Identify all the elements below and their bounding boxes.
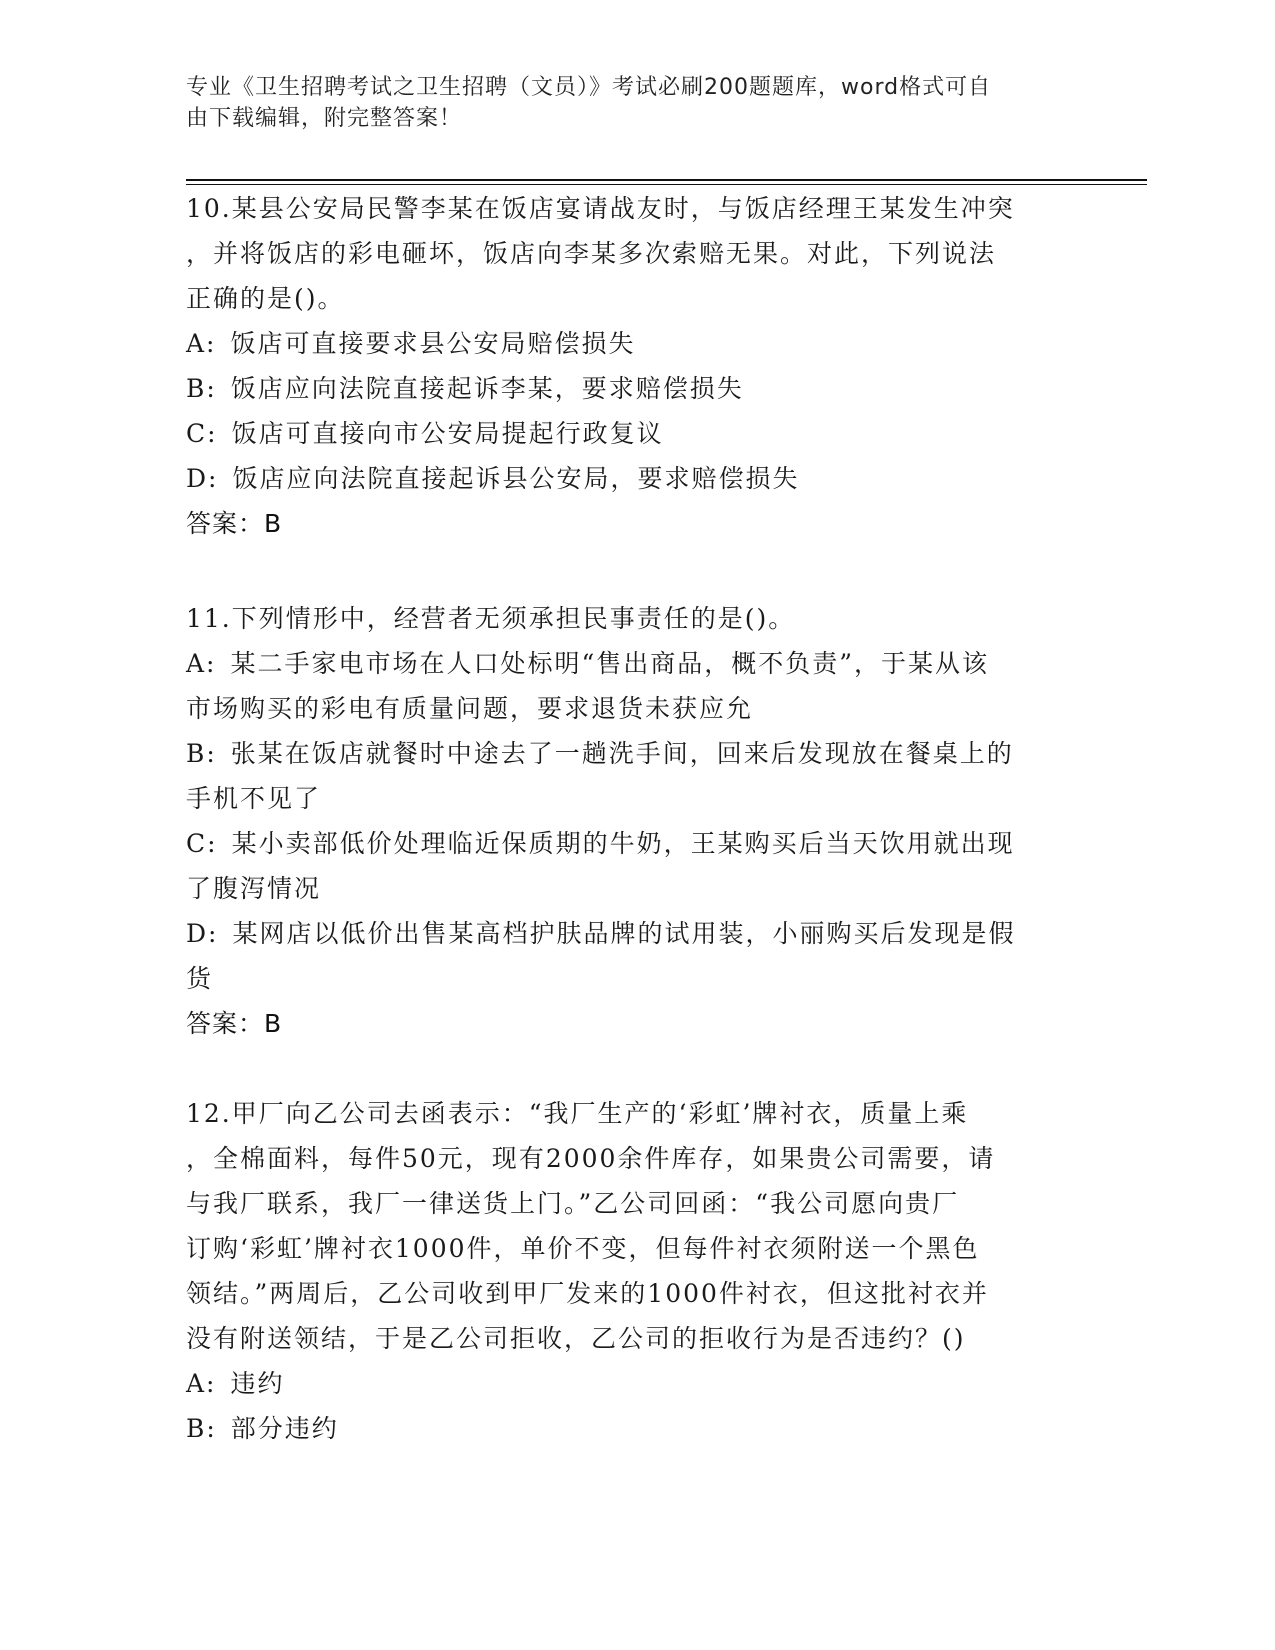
question-stem-line: 11.下列情形中，经营者无须承担民事责任的是()。 [186, 604, 796, 633]
option-text: 违约 [230, 1369, 285, 1398]
option-text: 某网店以低价出售某高档护肤品牌的试用装，小丽购买后发现是假 [232, 919, 1016, 948]
question-stem-line: 订购‘彩虹’牌衬衣1000件，单价不变，但每件衬衣须附送一个黑色 [186, 1234, 980, 1263]
header-line-2: 由下载编辑，附完整答案！ [186, 106, 463, 131]
option-label: A: [186, 1369, 217, 1398]
option-b [186, 366, 1076, 411]
option-text: 饭店可直接向市公安局提起行政复议 [231, 419, 664, 448]
option-label: D: [186, 919, 219, 948]
question-stem-line: 领结。”两周后，乙公司收到甲厂发来的1000件衬衣，但这批衬衣并 [186, 1279, 989, 1308]
option-a [186, 321, 1076, 366]
option-d [186, 911, 1076, 956]
option-text: 部分违约 [230, 1414, 339, 1443]
document-header [186, 72, 1066, 134]
option-b [186, 731, 1076, 776]
question-stem-line: 正确的是()。 [186, 284, 345, 313]
answer-line: 答案：B [186, 509, 283, 538]
option-c [186, 411, 1076, 456]
option-c-continued: 了腹泻情况 [186, 874, 322, 903]
question-stem-line: 12.甲厂向乙公司去函表示：“我厂生产的‘彩虹’牌衬衣，质量上乘 [186, 1099, 969, 1128]
question-stem-line: 没有附送领结，于是乙公司拒收，乙公司的拒收行为是否违约？() [186, 1324, 966, 1353]
option-label: A: [186, 329, 217, 358]
header-line-1: 专业《卫生招聘考试之卫生招聘（文员）》考试必刷200题题库，word格式可自 [186, 75, 992, 100]
option-text: 饭店应向法院直接起诉县公安局，要求赔偿损失 [232, 464, 800, 493]
question-stem-line: ，全棉面料，每件50元，现有2000余件库存，如果贵公司需要，请 [186, 1144, 996, 1173]
answer-line: 答案：B [186, 1009, 283, 1038]
option-a-continued: 市场购买的彩电有质量问题，要求退货未获应允 [186, 694, 754, 723]
question-12 [186, 1091, 1076, 1451]
option-label: D: [186, 464, 219, 493]
option-text: 某二手家电市场在人口处标明“售出商品，概不负责”，于某从该 [230, 649, 990, 678]
question-11 [186, 596, 1076, 1046]
option-a [186, 1361, 1076, 1406]
option-label: B: [186, 374, 217, 403]
header-rule-thin [186, 184, 1147, 185]
option-label: C: [186, 419, 218, 448]
option-b-continued: 手机不见了 [186, 784, 322, 813]
header-rule-thick [186, 179, 1147, 181]
option-c [186, 821, 1076, 866]
option-text: 张某在饭店就餐时中途去了一趟洗手间，回来后发现放在餐桌上的 [230, 739, 1014, 768]
option-text: 饭店可直接要求县公安局赔偿损失 [230, 329, 636, 358]
option-text: 饭店应向法院直接起诉李某，要求赔偿损失 [230, 374, 744, 403]
option-label: C: [186, 829, 218, 858]
question-stem-line: 10.某县公安局民警李某在饭店宴请战友时，与饭店经理王某发生冲突 [186, 194, 1015, 223]
option-label: A: [186, 649, 217, 678]
option-label: B: [186, 739, 217, 768]
question-stem-line: 与我厂联系，我厂一律送货上门。”乙公司回函：“我公司愿向贵厂 [186, 1189, 960, 1218]
question-stem-line: ，并将饭店的彩电砸坏，饭店向李某多次索赔无果。对此，下列说法 [186, 239, 997, 268]
option-b [186, 1406, 1076, 1451]
option-text: 某小卖部低价处理临近保质期的牛奶，王某购买后当天饮用就出现 [231, 829, 1015, 858]
option-d [186, 456, 1076, 501]
option-a [186, 641, 1076, 686]
option-label: B: [186, 1414, 217, 1443]
question-10 [186, 186, 1076, 546]
option-d-continued: 货 [186, 964, 214, 993]
